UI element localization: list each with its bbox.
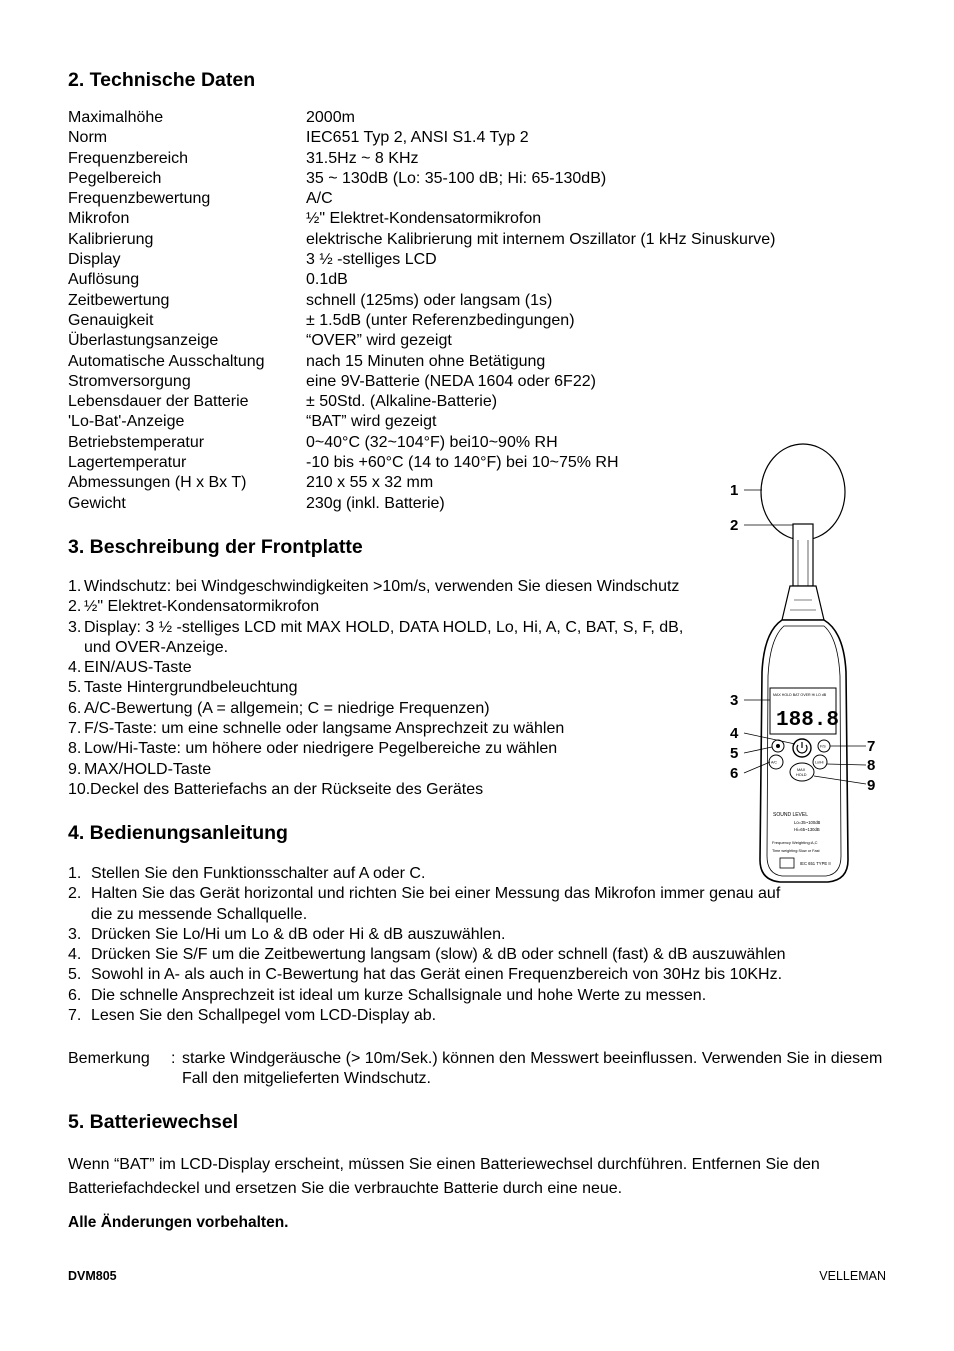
list-item	[68, 965, 788, 985]
spec-table	[68, 108, 828, 514]
usage-list	[68, 864, 788, 1026]
list-item-text: Display: 3 ½ -stelliges LCD mit MAX HOLD, DATA HOLD, Lo, Hi, A, C, BAT, S, F, dB, und OVER-Anzeige.	[84, 618, 684, 656]
remark-label: Bemerkung	[68, 1050, 150, 1067]
spec-label: Norm	[68, 129, 108, 147]
spec-label: Betriebstemperatur	[68, 433, 205, 451]
spec-row	[68, 352, 828, 372]
spec-value: ± 1.5dB (unter Referenzbedingungen)	[306, 311, 575, 329]
spec-label: Pegelbereich	[68, 169, 162, 187]
time-weight-label: Time weighting:Slow or Fast	[772, 849, 820, 853]
callout-7: 7	[867, 738, 876, 755]
battery-text: Wenn “BAT” im LCD-Display erscheint, müssen Sie einen Batteriewechsel durchführen. Entfernen Sie den Batteriefachdeckel und ersetzen Sie die verbrauchte Batterie durch eine neue.	[68, 1156, 820, 1197]
list-item-number: 3.	[68, 618, 82, 636]
list-item	[68, 699, 708, 719]
spec-value: 0~40°C (32~104°F) bei10~90% RH	[306, 433, 558, 451]
spec-label: Kalibrierung	[68, 230, 154, 248]
list-item	[68, 577, 708, 597]
maxhold-button	[790, 763, 814, 781]
list-item-text: Sowohl in A- als auch in C-Bewertung hat das Gerät einen Frequenzbereich von 30Hz bis 10KHz.	[91, 966, 783, 984]
spec-value: A/C	[306, 190, 333, 208]
list-item-text: A/C-Bewertung (A = allgemein; C = niedrige Frequenzen)	[84, 699, 490, 717]
spec-label: Zeitbewertung	[68, 291, 170, 309]
microphone-shaft	[793, 524, 813, 586]
spec-label: Frequenzbereich	[68, 149, 189, 167]
spec-label: Automatische Ausschaltung	[68, 352, 265, 370]
section-title-battery: 5. Batteriewechsel	[68, 1111, 239, 1133]
list-item-text: Windschutz: bei Windgeschwindigkeiten >10m/s, verwenden Sie diesen Windschutz	[84, 578, 680, 595]
callout-9: 9	[867, 777, 876, 794]
spec-row	[68, 169, 828, 189]
list-item	[68, 780, 708, 800]
spec-value: nach 15 Minuten ohne Betätigung	[306, 352, 546, 370]
spec-value: -10 bis +60°C (14 to 140°F) bei 10~75% RH	[306, 454, 619, 472]
list-item-number: 4.	[68, 946, 82, 964]
spec-label: Display	[68, 251, 121, 269]
list-item-number: 4.	[68, 659, 82, 677]
list-item-number: 8.	[68, 740, 82, 758]
spec-value: 210 x 55 x 32 mm	[306, 474, 434, 492]
remark-text: starke Windgeräusche (> 10m/Sek.) können den Messwert beeinflussen. Verwenden Sie in diesem Fall den mitgelieferten Windschutz.	[182, 1050, 883, 1088]
spec-row	[68, 149, 828, 169]
list-item-text: Low/Hi-Taste: um höhere oder niedrigere Pegelbereiche zu wählen	[84, 740, 558, 758]
spec-row	[68, 412, 828, 432]
list-item	[68, 986, 788, 1006]
spec-value: 31.5Hz ~ 8 KHz	[306, 149, 419, 167]
list-item	[68, 597, 708, 617]
spec-row	[68, 372, 828, 392]
list-item-number: 2.	[68, 598, 82, 616]
list-item	[68, 884, 788, 925]
sound-level-meter-illustration	[720, 440, 890, 890]
spec-value: 35 ~ 130dB (Lo: 35-100 dB; Hi: 65-130dB)	[306, 169, 607, 187]
spec-label: Mikrofon	[68, 210, 130, 228]
list-item-number: 1.	[68, 578, 82, 595]
list-item-number: 5.	[68, 679, 82, 697]
list-item	[68, 719, 708, 739]
spec-value: IEC651 Typ 2, ANSI S1.4 Typ 2	[306, 129, 529, 147]
spec-row	[68, 473, 828, 493]
spec-value: “OVER” wird gezeigt	[306, 332, 452, 350]
footer-model: DVM805	[68, 1269, 117, 1283]
list-item	[68, 658, 708, 678]
callout-3: 3	[730, 692, 739, 709]
spec-row	[68, 494, 828, 514]
list-item-number: 6.	[68, 699, 82, 717]
spec-row	[68, 291, 828, 311]
list-item-number: 1.	[68, 865, 82, 882]
spec-value: 0.1dB	[306, 271, 348, 289]
spec-label: Lagertemperatur	[68, 454, 187, 472]
fs-button-label: F/S	[820, 744, 826, 749]
list-item-number: 6.	[68, 986, 82, 1004]
callout-1: 1	[730, 482, 739, 499]
freq-weight-label: Frequency Weighting:A,C	[772, 840, 818, 845]
lohi-button-label: Lo/Hi	[815, 760, 824, 765]
list-item-text: Drücken Sie S/F um die Zeitbewertung langsam (slow) & dB oder schnell (fast) & dB auszuwählen	[91, 946, 786, 964]
list-item-text: EIN/AUS-Taste	[84, 659, 192, 677]
spec-label: Genauigkeit	[68, 311, 154, 329]
list-item-number: 9.	[68, 760, 82, 778]
spec-row	[68, 392, 828, 412]
spec-label: Lebensdauer der Batterie	[68, 393, 249, 411]
ac-button-label: A/C	[771, 760, 777, 765]
spec-row	[68, 331, 828, 351]
list-item-number: 2.	[68, 885, 82, 903]
list-item	[68, 1006, 788, 1026]
list-item-text: F/S-Taste: um eine schnelle oder langsame Ansprechzeit zu wählen	[84, 720, 565, 738]
section-title-usage: 4. Bedienungsanleitung	[68, 822, 288, 844]
callout-6: 6	[730, 765, 739, 782]
backlight-icon	[776, 744, 780, 748]
section-title-tech: 2. Technische Daten	[68, 69, 256, 91]
iec-label: IEC 651 TYPE II	[800, 861, 831, 866]
spec-value: eine 9V-Batterie (NEDA 1604 oder 6F22)	[306, 372, 596, 390]
list-item	[68, 864, 788, 884]
spec-label: Frequenzbewertung	[68, 190, 211, 208]
spec-row	[68, 128, 828, 148]
spec-value: 3 ½ -stelliges LCD	[306, 251, 437, 269]
list-item-number: 7.	[68, 720, 82, 738]
list-item	[68, 925, 788, 945]
list-item-number: 3.	[68, 925, 82, 943]
spec-label: Gewicht	[68, 494, 126, 512]
maxhold-button-hold: HOLD	[796, 773, 807, 777]
spec-label: Maximalhöhe	[68, 109, 164, 126]
callout-8: 8	[867, 757, 876, 774]
spec-row	[68, 209, 828, 229]
list-item-text: ½" Elektret-Kondensatormikrofon	[84, 598, 320, 616]
lcd-top-labels: MAX HOLD BAT OVER Hi LO dB	[773, 693, 827, 697]
spec-label: Überlastungsanzeige	[68, 332, 219, 350]
list-item	[68, 678, 708, 698]
list-item-number: 5.	[68, 966, 82, 984]
callout-4: 4	[730, 725, 739, 742]
list-item	[68, 739, 708, 759]
list-item	[68, 945, 788, 965]
spec-row	[68, 311, 828, 331]
spec-row	[68, 250, 828, 270]
list-item-number: 10.	[68, 780, 91, 798]
front-panel-list	[68, 577, 708, 800]
list-item-number: 7.	[68, 1007, 82, 1025]
spec-row	[68, 453, 828, 473]
spec-label: Abmessungen (H x Bx T)	[68, 474, 247, 492]
section-title-front: 3. Beschreibung der Frontplatte	[68, 536, 363, 558]
list-item-text: Die schnelle Ansprechzeit ist ideal um kurze Schallsignale und hohe Werte zu messen.	[91, 986, 707, 1004]
list-item	[68, 618, 708, 659]
notice: Alle Änderungen vorbehalten.	[68, 1214, 289, 1231]
list-item	[68, 760, 708, 780]
spec-row	[68, 270, 828, 290]
lo-range-label: Lo=35~100dB	[794, 820, 821, 825]
lcd-digits: 188.8	[776, 709, 840, 732]
spec-value: elektrische Kalibrierung mit internem Oszillator (1 kHz Sinuskurve)	[306, 230, 776, 248]
list-item-text: MAX/HOLD-Taste	[84, 760, 212, 778]
spec-value: schnell (125ms) oder langsam (1s)	[306, 291, 553, 309]
spec-value: “BAT” wird gezeigt	[306, 413, 437, 431]
hi-range-label: Hi=65~130dB	[794, 827, 820, 832]
spec-value: 230g (inkl. Batterie)	[306, 494, 445, 512]
spec-label: 'Lo-Bat'-Anzeige	[68, 413, 185, 431]
list-item-text: Lesen Sie den Schallpegel vom LCD-Display ab.	[91, 1007, 437, 1025]
meter-neck	[782, 586, 824, 620]
sound-level-label: SOUND LEVEL	[773, 812, 809, 818]
maxhold-button-max: MAX	[797, 768, 806, 772]
remark	[68, 1049, 888, 1090]
spec-value: 2000m	[306, 109, 355, 126]
list-item-text: Deckel des Batteriefachs an der Rückseite des Gerätes	[90, 780, 484, 798]
spec-row	[68, 108, 828, 128]
spec-value: ± 50Std. (Alkaline-Batterie)	[306, 393, 498, 411]
remark-colon: :	[171, 1050, 176, 1067]
list-item-text: Taste Hintergrundbeleuchtung	[84, 679, 298, 697]
footer-brand: VELLEMAN	[819, 1269, 886, 1283]
callout-5: 5	[730, 745, 739, 762]
spec-value: ½" Elektret-Kondensatormikrofon	[306, 210, 542, 228]
spec-row	[68, 230, 828, 250]
spec-label: Stromversorgung	[68, 372, 191, 390]
list-item-text: Drücken Sie Lo/Hi um Lo & dB oder Hi & dB auszuwählen.	[91, 925, 506, 943]
spec-row	[68, 189, 828, 209]
list-item-text: Stellen Sie den Funktionsschalter auf A oder C.	[91, 865, 426, 882]
spec-label: Auflösung	[68, 271, 140, 289]
list-item-text: Halten Sie das Gerät horizontal und richten Sie bei einer Messung das Mikrofon immer genau auf die zu messende Schallquelle.	[91, 885, 781, 923]
callout-2: 2	[730, 517, 739, 534]
spec-row	[68, 433, 828, 453]
